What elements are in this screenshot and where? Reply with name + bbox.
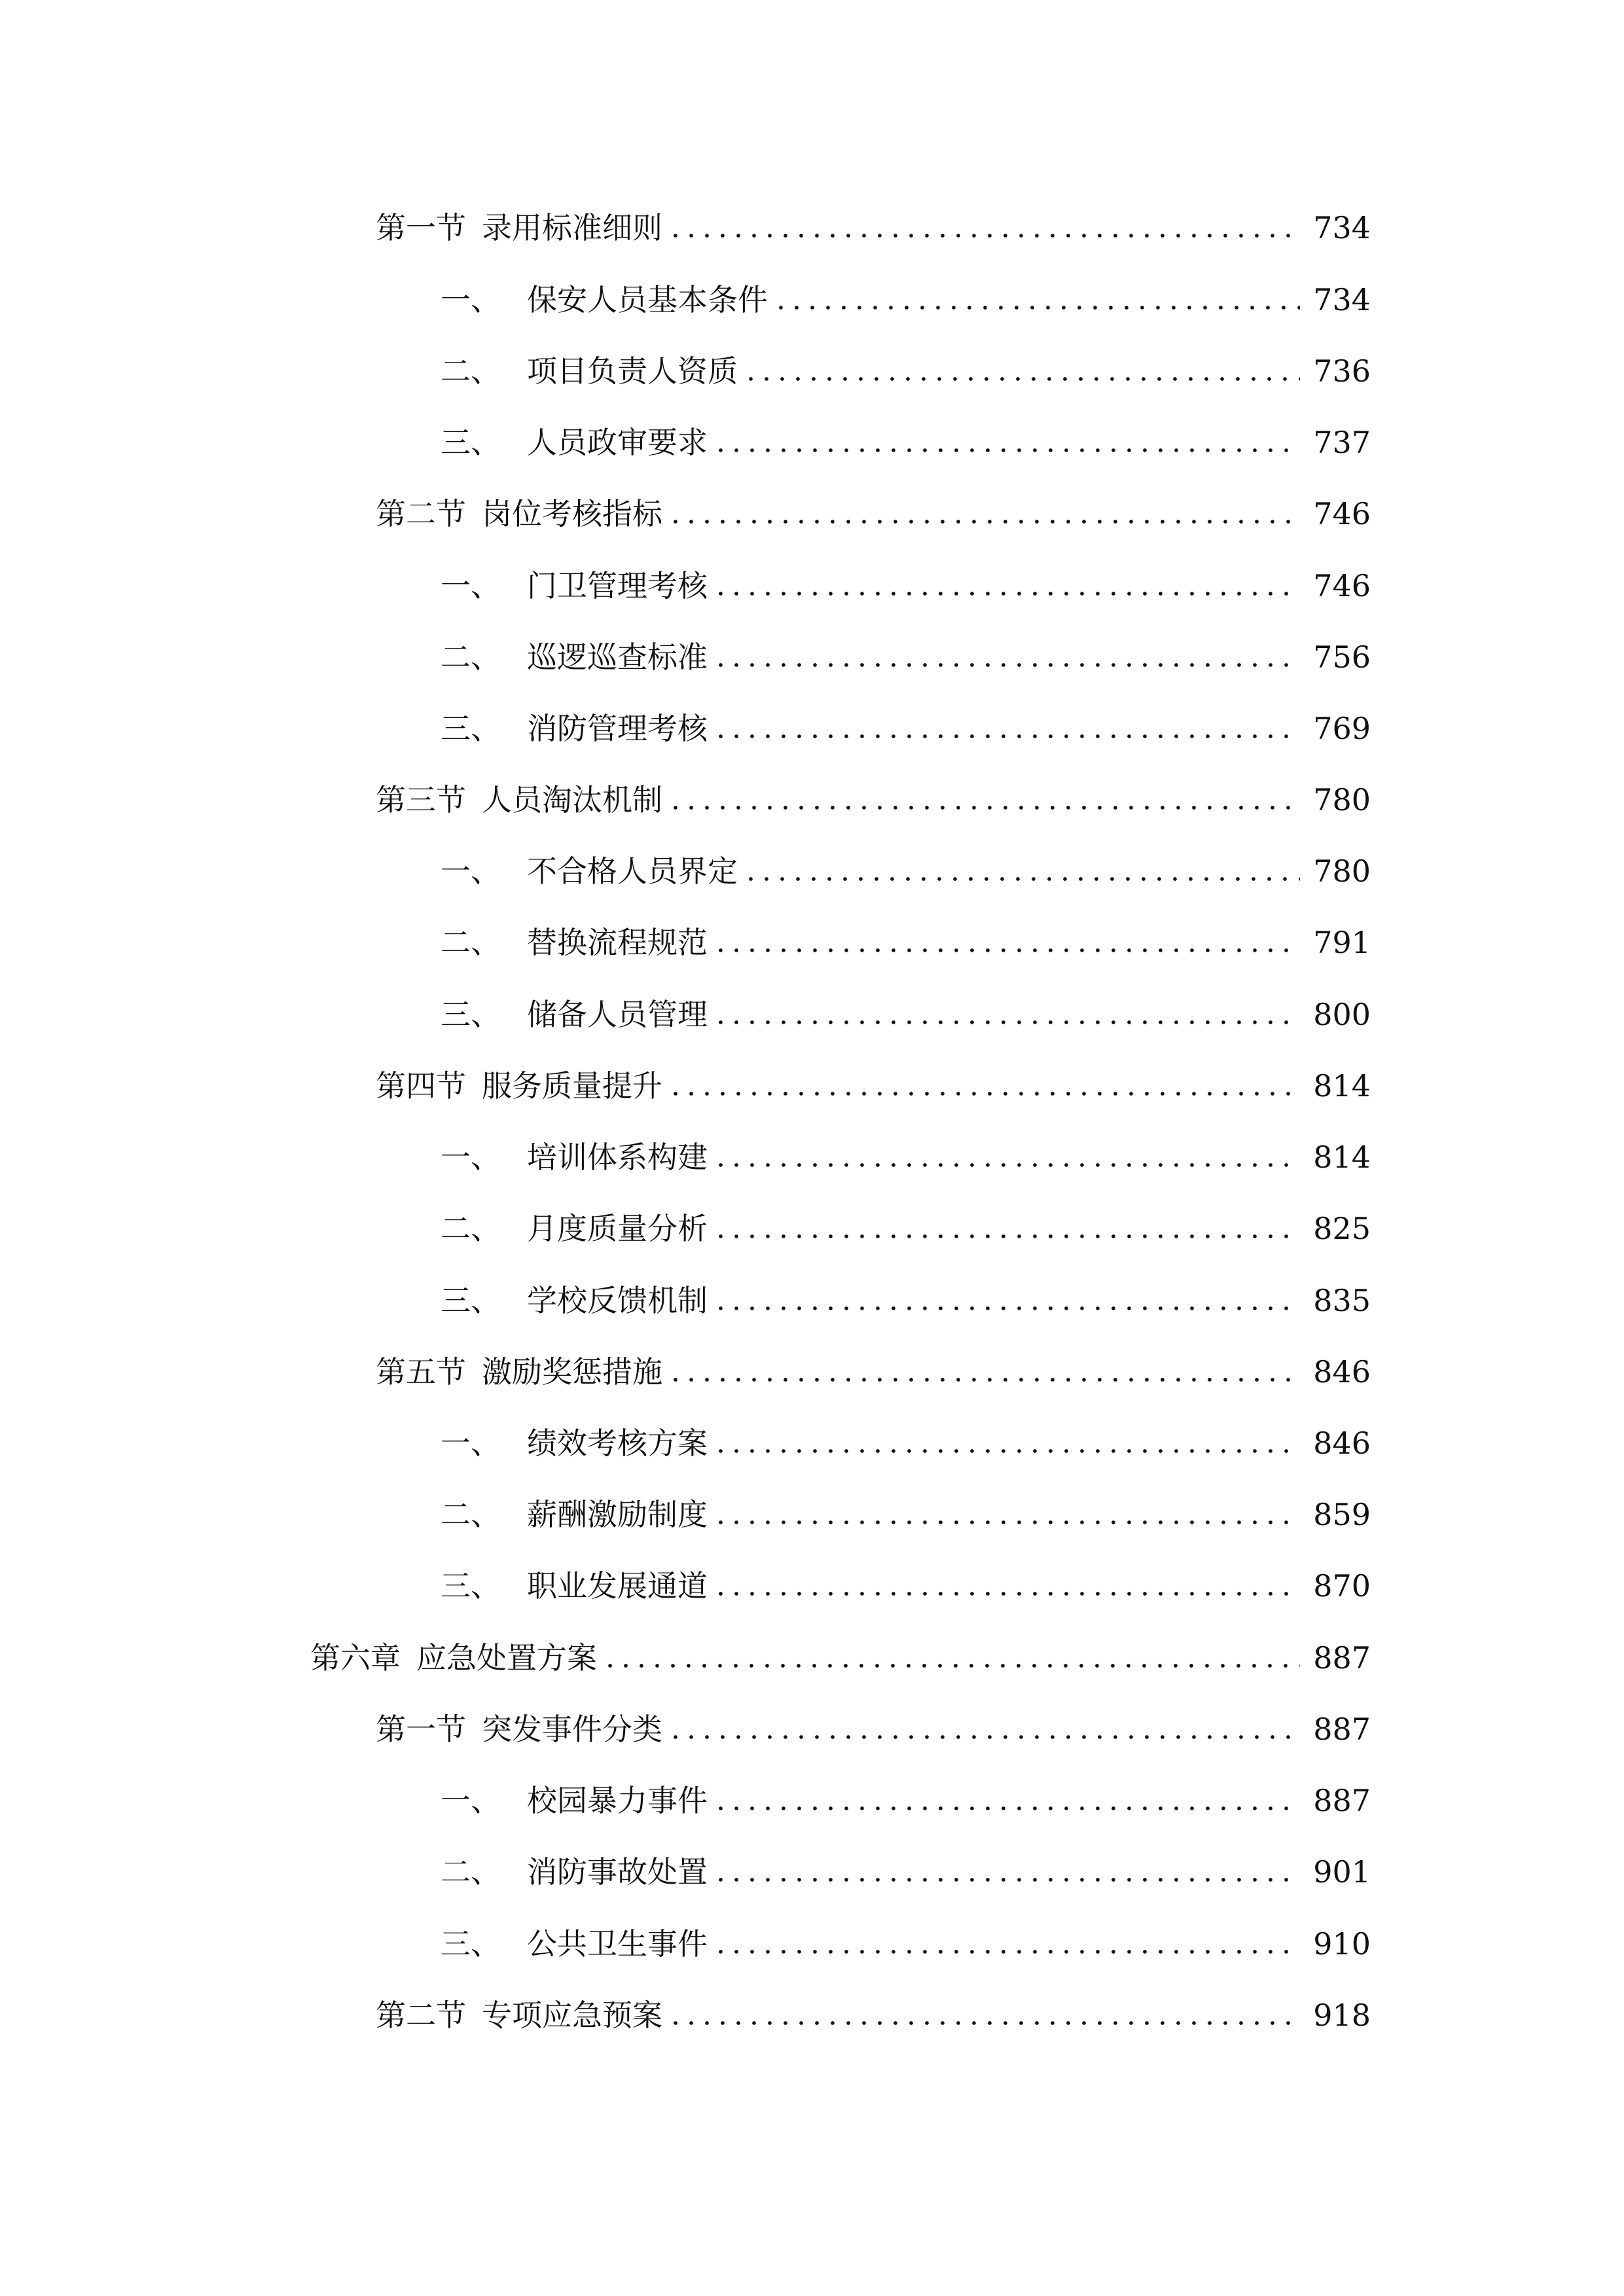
dot-leader <box>773 305 1300 310</box>
toc-entry-title: 专项应急预案 <box>482 1998 662 2033</box>
dot-leader <box>713 1020 1300 1025</box>
toc-entry-title: 保安人员基本条件 <box>527 282 768 317</box>
dot-leader <box>713 948 1300 953</box>
toc-entry-title: 职业发展通道 <box>527 1568 708 1604</box>
toc-entry <box>441 1553 1371 1605</box>
toc-entry-title: 激励奖惩措施 <box>482 1354 662 1390</box>
dot-leader <box>668 1091 1300 1096</box>
toc-entry-number: 二、 <box>441 925 501 960</box>
toc-entry-page: 835 <box>1313 1283 1371 1318</box>
toc-entry-number: 一、 <box>441 1139 501 1175</box>
toc-entry <box>441 1911 1371 1964</box>
toc-entry <box>441 838 1371 891</box>
toc-entry-number: 三、 <box>441 1926 501 1962</box>
toc-entry <box>441 267 1371 319</box>
toc-entry-number: 一、 <box>441 282 501 317</box>
toc-entry-title: 应急处置方案 <box>416 1640 597 1676</box>
toc-entry <box>441 1268 1371 1320</box>
toc-entry-page: 756 <box>1313 639 1371 675</box>
toc-entry-number: 三、 <box>441 1283 501 1318</box>
toc-entry <box>441 624 1371 677</box>
toc-entry <box>441 910 1371 962</box>
toc-entry <box>441 1410 1371 1463</box>
toc-entry <box>376 481 1371 533</box>
toc-entry-title: 培训体系构建 <box>527 1139 708 1175</box>
dot-leader <box>713 662 1300 668</box>
toc-entry-title: 岗位考核指标 <box>482 496 662 531</box>
toc-entry-page: 846 <box>1313 1354 1371 1390</box>
dot-leader <box>713 1306 1300 1311</box>
toc-entry-number: 一、 <box>441 853 501 889</box>
toc-entry-page: 846 <box>1313 1426 1371 1461</box>
toc-entry-title: 消防事故处置 <box>527 1854 708 1890</box>
toc-entry <box>441 338 1371 391</box>
toc-entry-page: 769 <box>1313 711 1371 746</box>
dot-leader <box>713 1448 1300 1454</box>
toc-entry-title: 薪酬激励制度 <box>527 1497 708 1532</box>
dot-leader <box>713 1877 1300 1882</box>
toc-entry-number: 第一节 <box>376 210 466 245</box>
toc-entry-title: 公共卫生事件 <box>527 1926 708 1962</box>
toc-entry-title: 替换流程规范 <box>527 925 708 960</box>
toc-entry <box>441 696 1371 748</box>
toc-entry-page: 825 <box>1313 1211 1371 1246</box>
toc-entry-page: 734 <box>1313 210 1371 245</box>
toc-entry <box>441 1124 1371 1177</box>
toc-entry-title: 突发事件分类 <box>482 1712 662 1747</box>
toc-entry-number: 二、 <box>441 1497 501 1532</box>
toc-entry-title: 人员政审要求 <box>527 425 708 460</box>
dot-leader <box>743 876 1300 882</box>
toc-entry-number: 二、 <box>441 1211 501 1246</box>
toc-entry <box>441 1482 1371 1534</box>
dot-leader <box>668 233 1300 238</box>
toc-entry-title: 学校反馈机制 <box>527 1283 708 1318</box>
toc-entry-page: 870 <box>1313 1568 1371 1604</box>
dot-leader <box>713 1591 1300 1596</box>
toc-entry-title: 校园暴力事件 <box>527 1783 708 1818</box>
toc-entry <box>376 1339 1371 1391</box>
toc-entry-title: 消防管理考核 <box>527 711 708 746</box>
toc-entry-page: 737 <box>1313 425 1371 460</box>
toc-entry-page: 901 <box>1313 1854 1371 1890</box>
toc-entry-number: 二、 <box>441 1854 501 1890</box>
toc-entry <box>376 767 1371 819</box>
toc-entry-number: 一、 <box>441 1783 501 1818</box>
toc-entry-page: 918 <box>1313 1998 1371 2033</box>
dot-leader <box>713 1520 1300 1525</box>
toc-entry-number: 三、 <box>441 711 501 746</box>
toc-entry-title: 巡逻巡查标准 <box>527 639 708 675</box>
toc-entry-number: 二、 <box>441 639 501 675</box>
toc-entry <box>441 1196 1371 1248</box>
dot-leader <box>668 2020 1300 2026</box>
toc-entry-title: 储备人员管理 <box>527 997 708 1032</box>
toc-entry-page: 887 <box>1313 1640 1371 1676</box>
toc-entry-number: 第五节 <box>376 1354 466 1390</box>
toc-entry-number: 三、 <box>441 1568 501 1604</box>
toc-entry-number: 第六章 <box>310 1640 401 1676</box>
dot-leader <box>713 448 1300 453</box>
toc-entry <box>376 1696 1371 1749</box>
toc-entry-title: 绩效考核方案 <box>527 1426 708 1461</box>
toc-entry-title: 不合格人员界定 <box>527 853 738 889</box>
dot-leader <box>713 1806 1300 1811</box>
toc-entry-number: 一、 <box>441 568 501 603</box>
toc-entry-number: 三、 <box>441 997 501 1032</box>
toc-entry-title: 录用标准细则 <box>482 210 662 245</box>
dot-leader <box>713 1234 1300 1239</box>
toc-entry <box>376 1053 1371 1105</box>
toc-entry-title: 服务质量提升 <box>482 1068 662 1103</box>
toc-entry-title: 月度质量分析 <box>527 1211 708 1246</box>
toc-entry-page: 887 <box>1313 1712 1371 1747</box>
toc-entry-number: 三、 <box>441 425 501 460</box>
toc-entry-title: 项目负责人资质 <box>527 353 738 389</box>
toc-entry-page: 800 <box>1313 997 1371 1032</box>
toc-entry <box>310 1625 1371 1677</box>
toc-entry-page: 736 <box>1313 353 1371 389</box>
toc-entry-number: 第三节 <box>376 782 466 817</box>
toc-entry-page: 734 <box>1313 282 1371 317</box>
toc-entry-page: 746 <box>1313 496 1371 531</box>
toc-entry-number: 第二节 <box>376 1998 466 2033</box>
toc-entry-title: 人员淘汰机制 <box>482 782 662 817</box>
dot-leader <box>713 1949 1300 1954</box>
dot-leader <box>668 519 1300 524</box>
toc-entry-page: 746 <box>1313 568 1371 603</box>
toc-entry-page: 780 <box>1313 853 1371 889</box>
toc-entry <box>376 1982 1371 2035</box>
toc-entry <box>376 195 1371 247</box>
dot-leader <box>713 1162 1300 1168</box>
dot-leader <box>668 805 1300 810</box>
dot-leader <box>668 1734 1300 1740</box>
dot-leader <box>602 1663 1300 1668</box>
toc-entry-number: 第一节 <box>376 1712 466 1747</box>
toc-entry <box>441 1839 1371 1892</box>
dot-leader <box>743 376 1300 382</box>
dot-leader <box>713 591 1300 596</box>
toc-entry-number: 一、 <box>441 1426 501 1461</box>
toc-entry <box>441 1768 1371 1820</box>
toc-entry <box>441 410 1371 462</box>
dot-leader <box>668 1377 1300 1382</box>
toc-entry <box>441 982 1371 1034</box>
toc-entry-page: 859 <box>1313 1497 1371 1532</box>
toc-entry-page: 814 <box>1313 1068 1371 1103</box>
toc-entry-number: 第四节 <box>376 1068 466 1103</box>
toc-entry-number: 第二节 <box>376 496 466 531</box>
toc-entry-number: 二、 <box>441 353 501 389</box>
toc-entry-page: 910 <box>1313 1926 1371 1962</box>
toc-entry-page: 780 <box>1313 782 1371 817</box>
toc-entry-page: 791 <box>1313 925 1371 960</box>
dot-leader <box>713 734 1300 739</box>
toc-entry-title: 门卫管理考核 <box>527 568 708 603</box>
toc-entry-page: 814 <box>1313 1139 1371 1175</box>
toc-entry <box>441 553 1371 605</box>
toc-entry-page: 887 <box>1313 1783 1371 1818</box>
